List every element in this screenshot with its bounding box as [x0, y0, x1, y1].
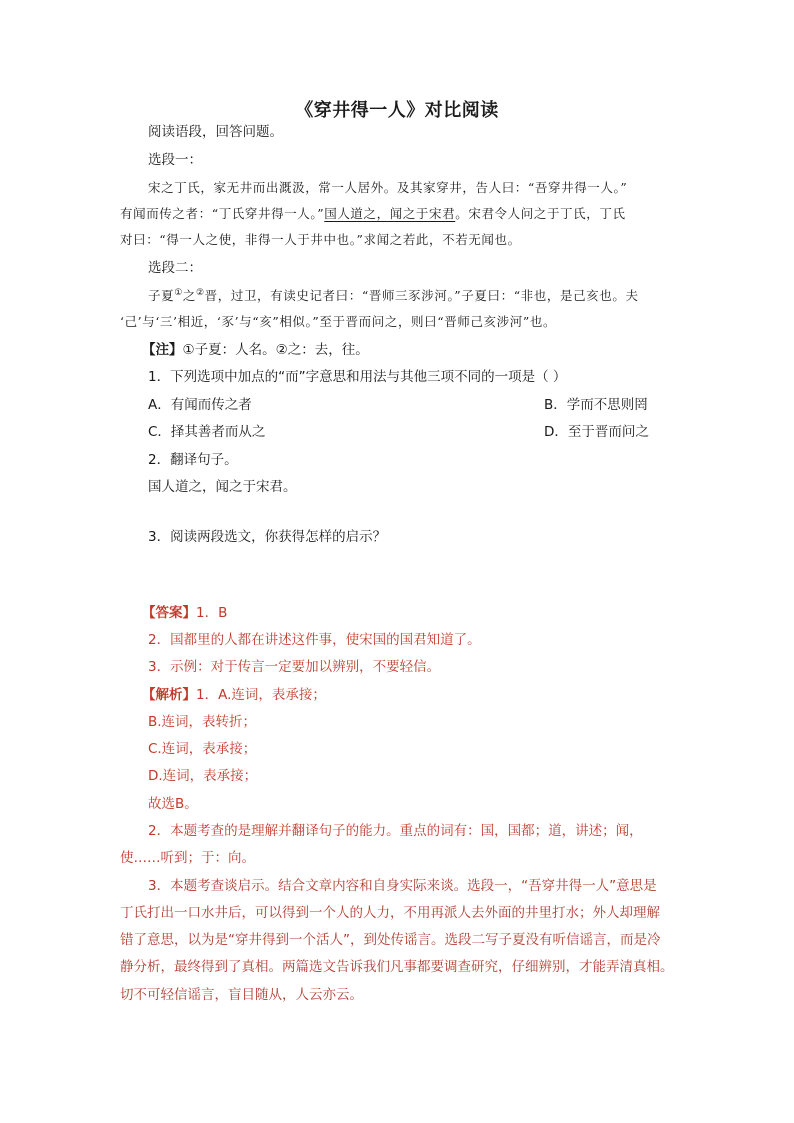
analysis-label: 【解析】	[142, 687, 196, 703]
passage1-label: 选段一：	[148, 152, 202, 168]
passage1-line-3: 对曰：“得一人之使，非得一人于井中也。”求闻之若此，不若无闻也。	[120, 232, 521, 247]
analysis-1-b: B.连词，表转折；	[148, 714, 257, 730]
question-1-options-row-2	[148, 422, 649, 442]
question-2-stem: 2．翻译句子。	[148, 452, 238, 468]
option-a: A．有闻而传之者	[148, 397, 252, 413]
answer-1: 【答案】1．B	[142, 605, 228, 621]
question-1-options-row-1	[148, 395, 648, 415]
option-b: B．学而不思则罔	[544, 397, 648, 413]
question-3-stem: 3．阅读两段选文，你获得怎样的启示？	[148, 529, 387, 545]
note: 【注】①子夏：人名。②之：去，往。	[142, 342, 369, 358]
analysis-3-line-4: 静分析，最终得到了真相。两篇选文告诉我们凡事都要调查研究，仔细辨别，才能弄清真相。	[120, 959, 674, 975]
analysis-1-c: C.连词，表承接；	[148, 741, 257, 757]
passage2-line-2: ‘己’与‘三’相近，‘豕’与“亥”相似。”至于晋而问之，则曰“晋师己亥涉河”也。	[120, 314, 557, 329]
passage2-line-1: 子夏①之②晋，过卫，有读史记者曰：“晋师三豕涉河。”子夏曰：“非也，是己亥也。夫	[148, 287, 639, 303]
passage1-line-1: 宋之丁氏，家无井而出溉汲，常一人居外。及其家穿井，告人曰：“吾穿井得一人。”	[148, 180, 628, 195]
option-c: C．择其善者而从之	[148, 424, 266, 440]
analysis-3-line-2: 丁氏打出一口水井后，可以得到一个人的人力，不用再派人去外面的井里打水；外人却理解	[120, 905, 660, 921]
answer-3: 3．示例：对于传言一定要加以辨别，不要轻信。	[148, 659, 441, 675]
analysis-1: 【解析】1．A.连词，表承接；	[142, 687, 326, 703]
answer-label: 【答案】	[142, 605, 196, 621]
note-label: 【注】	[142, 342, 183, 358]
analysis-2-line-2: 使……听到；于：向。	[120, 850, 255, 866]
analysis-1-d: D.连词，表承接；	[148, 768, 258, 784]
passage2-label: 选段二：	[148, 260, 202, 276]
analysis-3-line-5: 切不可轻信谣言，盲目随从，人云亦云。	[120, 987, 363, 1003]
analysis-1-conclusion: 故选B。	[148, 796, 198, 812]
question-2-sentence: 国人道之，闻之于宋君。	[148, 479, 297, 495]
instruction: 阅读语段，回答问题。	[148, 124, 283, 140]
analysis-3-line-3: 错了意思，以为是“穿井得到一个活人”，到处传谣言。选段二写子夏没有听信谣言，而是冷	[120, 932, 661, 948]
underlined-sentence: 国人道之，闻之于宋君	[324, 206, 456, 221]
answer-2: 2．国都里的人都在讲述这件事，使宋国的国君知道了。	[148, 632, 481, 648]
question-1-stem: 1．下列选项中加点的“而”字意思和用法与其他三项不同的一项是（ ）	[148, 369, 567, 385]
analysis-3-line-1: 3．本题考查谈启示。结合文章内容和自身实际来谈。选段一，“吾穿井得一人”意思是	[148, 878, 657, 894]
analysis-2-line-1: 2．本题考查的是理解并翻译句子的能力。重点的词有：国，国都；道，讲述；闻，	[148, 823, 643, 839]
page-title: 《穿井得一人》对比阅读	[295, 100, 499, 121]
option-d: D．至于晋而问之	[544, 424, 649, 440]
passage1-line-2: 有闻而传之者：“丁氏穿井得一人。”国人道之，闻之于宋君。宋君令人问之于丁氏，丁氏	[120, 206, 626, 221]
